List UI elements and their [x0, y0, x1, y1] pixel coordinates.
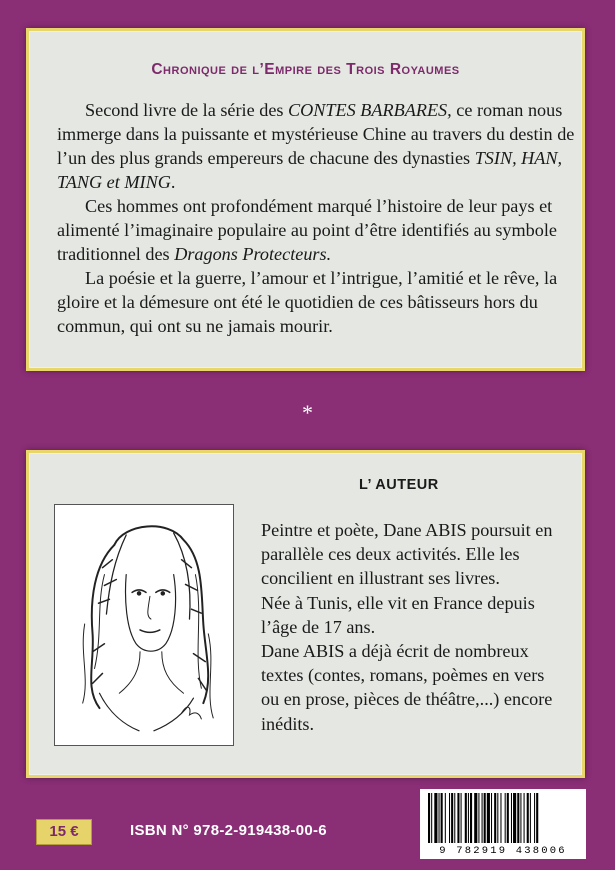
isbn-number: ISBN N° 978-2-919438-00-6 [130, 822, 327, 839]
bio-line: concilient en illustrant ses livres. [261, 568, 500, 589]
barcode-digits: 9 782919 438006 [439, 845, 567, 857]
author-heading: L’ AUTEUR [359, 477, 439, 493]
bio-line: textes (contes, romans, poèmes en vers [261, 665, 545, 686]
author-biography [261, 518, 571, 736]
synopsis-panel [26, 28, 585, 371]
author-panel [26, 450, 585, 778]
bio-line: parallèle ces deux activités. Elle les [261, 544, 520, 565]
bio-line: l’âge de 17 ans. [261, 616, 376, 637]
book-series-title: Chronique de l’Empire des Trois Royaumes [151, 61, 460, 78]
barcode [420, 789, 586, 859]
portrait-drawing [55, 505, 233, 745]
synopsis-paragraph-3: La poésie et la guerre, l’amour et l’intrigue, l’amitié et le rêve, la gloire et la démesure ont été le quotidien de ces bâtisseurs hors du commun, qui ont su ne jamais mourir. [57, 268, 558, 336]
separator-asterisk: * [302, 400, 313, 425]
bio-line: Dane ABIS a déjà écrit de nombreux [261, 641, 529, 662]
price-tag: 15 € [36, 819, 92, 845]
author-portrait [54, 504, 234, 746]
bio-line: inédits. [261, 713, 315, 734]
bio-line: ou en prose, pièces de théâtre,...) encore [261, 689, 553, 710]
synopsis-paragraph-1: Second livre de la série des CONTES BARBARES, ce roman nous immerge dans la puissante et mystérieuse Chine au travers du destin de l’un des plus grands empereurs de chacune des dynasties TSIN, HAN, TANG et MING. [57, 100, 575, 192]
synopsis-paragraph-2: Ces hommes ont profondément marqué l’histoire de leur pays et alimenté l’imaginaire populaire au point d’être identifiés au symbole traditionnel des Dragons Protecteurs. [57, 196, 557, 264]
synopsis-text [57, 98, 575, 338]
bio-line: Née à Tunis, elle vit en France depuis [261, 592, 535, 613]
bio-line: Peintre et poète, Dane ABIS poursuit en [261, 520, 553, 540]
barcode-bars [420, 789, 586, 845]
